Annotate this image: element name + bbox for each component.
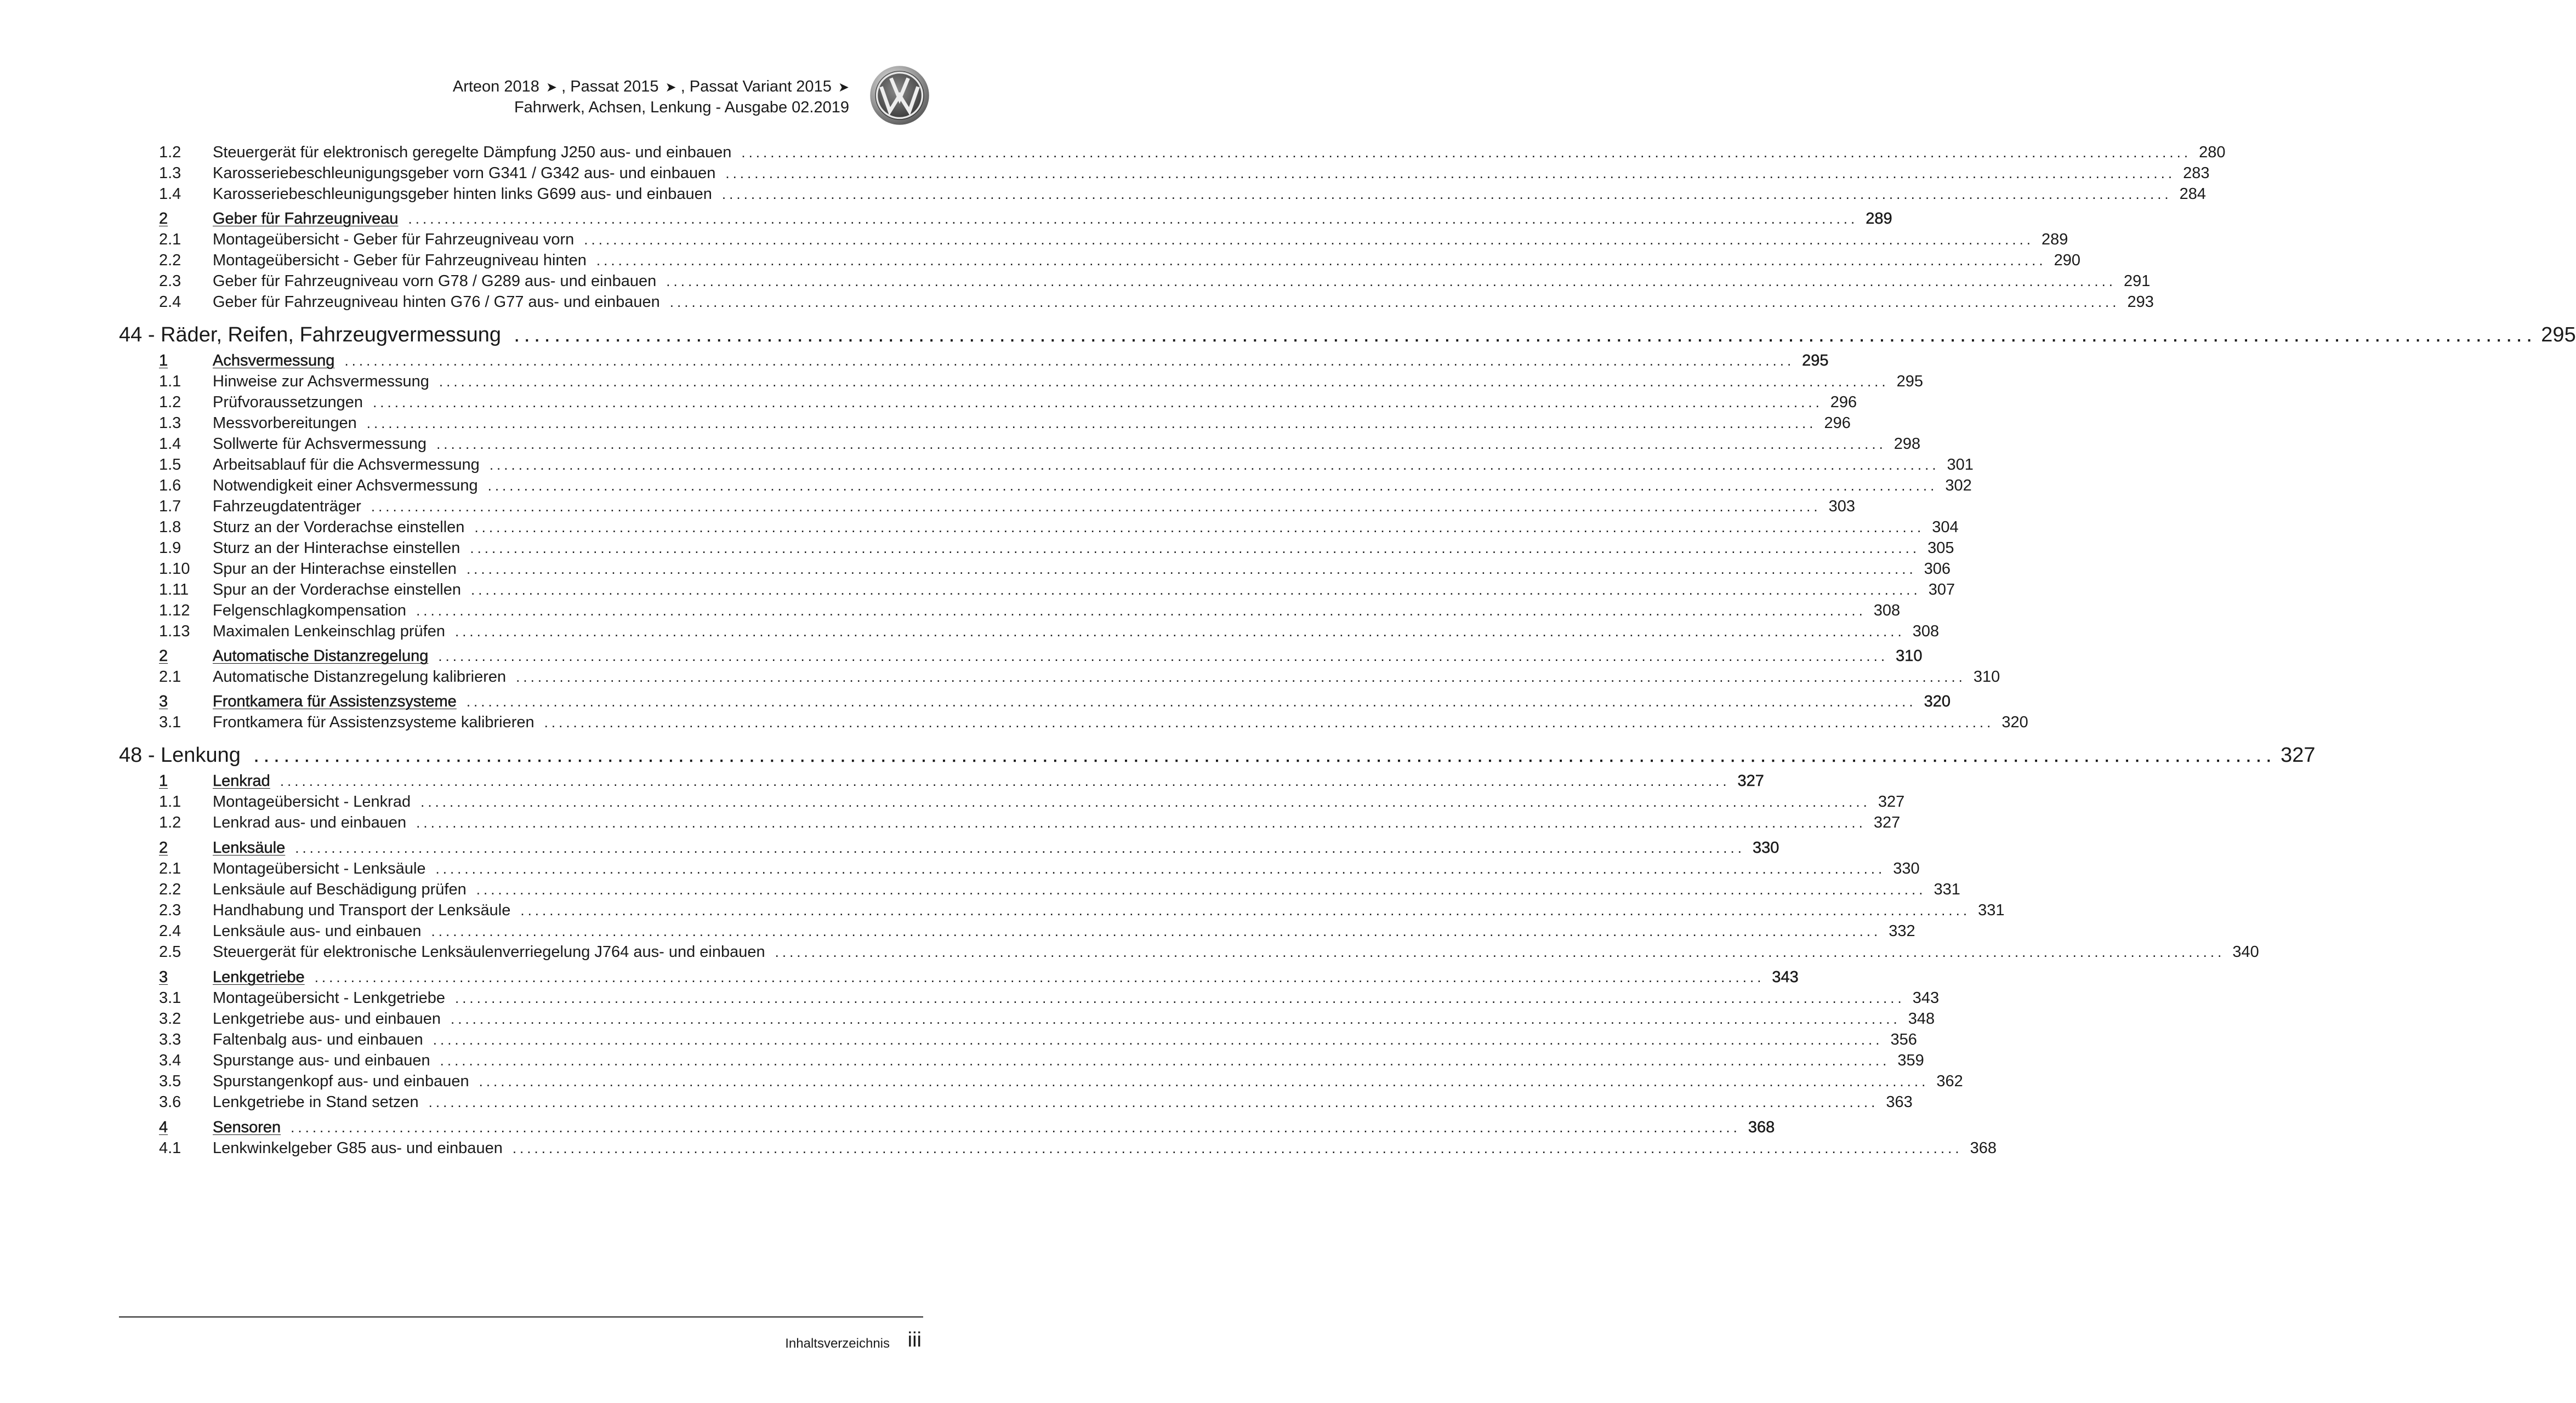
entry-number: 3.1 (159, 714, 181, 731)
entry-number: 1.8 (159, 518, 181, 536)
entry-number: 3.2 (159, 1010, 181, 1028)
entry-page: 332 (1889, 922, 1915, 940)
entry-number: 1.10 (159, 560, 190, 578)
dot-leader: ........................................................................................................................................................................................................ (584, 231, 2034, 248)
toc-entry-row[interactable] (0, 1052, 1924, 1074)
toc-entry-row[interactable] (0, 293, 2154, 315)
entry-page: 298 (1893, 435, 1921, 453)
entry-title: Montageübersicht - Geber für Fahrzeugniveau hinten (213, 252, 587, 269)
dot-leader: ........................................................................................................................................................................................................ (666, 273, 2117, 289)
entry-number: 1.2 (159, 144, 181, 161)
toc-entry-row[interactable] (0, 477, 1972, 499)
entry-page: 303 (1828, 498, 1855, 515)
entry-title: Geber für Fahrzeugniveau hinten G76 / G77 aus- und einbauen (213, 293, 660, 311)
entry-page: 368 (1970, 1139, 1997, 1157)
chapter-heading[interactable] (119, 323, 2576, 347)
entry-number: 1.1 (159, 373, 181, 390)
entry-page: 359 (1897, 1052, 1924, 1069)
entry-title: Sollwerte für Achsvermessung (213, 435, 427, 453)
dot-leader: ........................................................................................................................................................................................................ (431, 923, 1881, 939)
dot-leader: ........................................................................................................................................................................................................ (440, 1052, 1890, 1069)
dot-leader: ........................................................................................................................................................................................................ (471, 581, 1921, 598)
toc-entry-row[interactable] (0, 393, 1857, 415)
model-passat-variant: , Passat Variant 2015 (680, 78, 832, 95)
entry-number: 2 (159, 647, 168, 665)
entry-page: 363 (1886, 1093, 1913, 1111)
entry-title: Maximalen Lenkeinschlag prüfen (213, 623, 445, 640)
entry-number: 1.3 (159, 164, 181, 182)
entry-page: 293 (2127, 293, 2154, 311)
entry-number: 4 (159, 1119, 168, 1136)
dot-leader: ........................................................................................................................................................................................................ (438, 648, 1889, 664)
toc-entry-row[interactable] (0, 498, 1855, 520)
entry-number: 3.1 (159, 989, 181, 1007)
entry-page: 289 (1866, 210, 1892, 227)
toc-entry-row[interactable] (0, 793, 1905, 815)
entry-title: Lenkgetriebe in Stand setzen (213, 1093, 419, 1111)
dot-leader: ........................................................................................................................................................................................................ (416, 602, 1866, 619)
entry-page: 295 (1802, 352, 1829, 369)
entry-number: 4.1 (159, 1139, 181, 1157)
entry-number: 2.4 (159, 293, 181, 311)
entry-title: Arbeitsablauf für die Achsvermessung (213, 456, 480, 474)
dot-leader: ........................................................................................................................................................................................................ (544, 714, 1994, 731)
dot-leader: ........................................................................................................................................................................................................ (344, 352, 1795, 369)
entry-title: Lenkwinkelgeber G85 aus- und einbauen (213, 1139, 503, 1157)
entry-page: 331 (1978, 902, 2005, 919)
entry-number: 3 (159, 968, 168, 986)
entry-number: 2.1 (159, 668, 181, 686)
entry-number: 1.4 (159, 435, 181, 453)
entry-page: 368 (1748, 1119, 1775, 1136)
entry-number: 1.3 (159, 414, 181, 432)
entry-title: Achsvermessung (213, 352, 335, 369)
toc-section-row[interactable] (0, 647, 1923, 669)
dot-leader: ........................................................................................................................................................................................................ (479, 1073, 1929, 1090)
header-line-edition: Fahrwerk, Achsen, Lenkung - Ausgabe 02.2019 (514, 99, 849, 116)
dot-leader: ........................................................................................................................................................................................................ (487, 477, 1938, 494)
toc-entry-row[interactable] (0, 581, 1955, 603)
toc-entry-row[interactable] (0, 881, 1960, 903)
dot-leader: ........................................................................................................................................................................................................ (474, 519, 1925, 535)
entry-page: 295 (1896, 373, 1924, 390)
toc-section-row[interactable] (0, 839, 1779, 861)
dot-leader: ........................................................................................................................................................................................................ (428, 1094, 1879, 1110)
toc-entry-row[interactable] (0, 922, 1915, 944)
dot-leader: ........................................................................................................................................................................................................ (466, 693, 1917, 710)
dot-leader: ........................................................................................................................................................................................................ (366, 415, 1817, 431)
entry-title: Faltenbalg aus- und einbauen (213, 1031, 423, 1048)
toc-section-row[interactable] (0, 352, 1829, 374)
toc-entry-row[interactable] (0, 518, 1959, 540)
model-passat: , Passat 2015 (561, 78, 659, 95)
header-line-models (453, 77, 849, 98)
entry-number: 2.3 (159, 902, 181, 919)
entry-page: 308 (1912, 623, 1940, 640)
toc-entry-row[interactable] (0, 1093, 1913, 1115)
toc-entry-row[interactable] (0, 814, 1901, 836)
entry-title: Lenksäule aus- und einbauen (213, 922, 422, 940)
entry-number: 1.1 (159, 793, 181, 811)
dot-leader: ........................................................................................................................................................................................................ (371, 498, 1821, 515)
entry-number: 2 (159, 210, 168, 227)
toc-section-row[interactable] (0, 693, 1951, 715)
entry-title: Steuergerät für elektronisch geregelte Dämpfung J250 aus- und einbauen (213, 144, 732, 161)
toc-entry-row[interactable] (0, 373, 1924, 395)
entry-number: 1.5 (159, 456, 181, 474)
toc-entry-row[interactable] (0, 943, 2259, 965)
chapter-page: 295 (2541, 323, 2576, 346)
dot-leader: ........................................................................................................................................................................................................ (775, 944, 2225, 960)
entry-page: 280 (2199, 144, 2226, 161)
chapter-page: 327 (2281, 744, 2316, 767)
entry-page: 331 (1934, 881, 1960, 898)
dot-leader: ........................................................................................................................................................................................................ (454, 990, 1905, 1006)
toc-section-row[interactable] (0, 968, 1799, 990)
dot-leader: ........................................................................................................................................................................................................ (516, 669, 1966, 685)
entry-title: Montageübersicht - Lenkgetriebe (213, 989, 445, 1007)
arrow-icon: ➤ (838, 80, 849, 95)
entry-title: Montageübersicht - Geber für Fahrzeugniveau vorn (213, 231, 575, 248)
entry-page: 307 (1928, 581, 1955, 598)
arrow-icon: ➤ (665, 80, 676, 95)
entry-number: 1 (159, 352, 168, 369)
dot-leader: ........................................................................................................................................................................................................ (514, 325, 2537, 346)
entry-title: Messvorbereitungen (213, 414, 357, 432)
entry-number: 3.5 (159, 1073, 181, 1090)
entry-title: Automatische Distanzregelung (213, 647, 429, 665)
toc-entry-row[interactable] (0, 902, 2005, 923)
dot-leader: ........................................................................................................................................................................................................ (466, 561, 1917, 577)
toc-entry-row[interactable] (0, 185, 2207, 207)
entry-page: 327 (1737, 772, 1764, 790)
entry-page: 343 (1912, 989, 1940, 1007)
entry-number: 1.13 (159, 623, 190, 640)
entry-title: Sensoren (213, 1119, 281, 1136)
entry-number: 1.7 (159, 498, 181, 515)
entry-page: 343 (1772, 968, 1799, 986)
dot-leader: ........................................................................................................................................................................................................ (512, 1140, 1963, 1156)
entry-number: 1.11 (159, 581, 189, 598)
entry-number: 3 (159, 693, 168, 710)
dot-leader: ........................................................................................................................................................................................................ (596, 252, 2046, 269)
toc-entry-row[interactable] (0, 539, 1954, 561)
entry-page: 302 (1945, 477, 1972, 494)
entry-page: 327 (1873, 814, 1901, 831)
entry-number: 2.3 (159, 272, 181, 290)
toc-entry-row[interactable] (0, 456, 1974, 478)
document-header (453, 77, 849, 118)
toc-entry-row[interactable] (0, 1031, 1917, 1053)
entry-page: 330 (1752, 839, 1779, 857)
toc-entry-row[interactable] (0, 272, 2151, 294)
entry-number: 2.1 (159, 860, 181, 877)
entry-page: 356 (1890, 1031, 1917, 1048)
dot-leader: ........................................................................................................................................................................................................ (454, 623, 1905, 640)
entry-title: Lenksäule auf Beschädigung prüfen (213, 881, 467, 898)
entry-page: 291 (2124, 272, 2151, 290)
entry-number: 3.4 (159, 1052, 181, 1069)
toc-entry-row[interactable] (0, 1073, 1963, 1094)
entry-title: Lenksäule (213, 839, 286, 857)
entry-title: Karosseriebeschleunigungsgeber hinten links G699 aus- und einbauen (213, 185, 712, 203)
dot-leader: ........................................................................................................................................................................................................ (439, 373, 1889, 390)
entry-page: 308 (1873, 602, 1901, 619)
dot-leader: ........................................................................................................................................................................................................ (476, 881, 1926, 898)
dot-leader: ........................................................................................................................................................................................................ (725, 165, 2176, 181)
dot-leader: ........................................................................................................................................................................................................ (295, 840, 1745, 856)
dot-leader: ........................................................................................................................................................................................................ (436, 436, 1886, 452)
dot-leader: ........................................................................................................................................................................................................ (314, 969, 1765, 985)
entry-page: 320 (2001, 714, 2028, 731)
entry-number: 1.2 (159, 393, 181, 411)
dot-leader: ........................................................................................................................................................................................................ (451, 1011, 1901, 1027)
entry-page: 304 (1932, 518, 1959, 536)
entry-page: 340 (2232, 943, 2259, 961)
entry-page: 348 (1908, 1010, 1935, 1028)
entry-title: Frontkamera für Assistenzsysteme kalibrieren (213, 714, 534, 731)
entry-title: Steuergerät für elektronische Lenksäulenverriegelung J764 aus- und einbauen (213, 943, 765, 961)
dot-leader: ........................................................................................................................................................................................................ (280, 773, 1730, 789)
entry-title: Karosseriebeschleunigungsgeber vorn G341 / G342 aus- und einbauen (213, 164, 716, 182)
toc-entry-row[interactable] (0, 1139, 1997, 1161)
entry-page: 284 (2179, 185, 2207, 203)
entry-number: 2 (159, 839, 168, 857)
entry-title: Lenkrad aus- und einbauen (213, 814, 407, 831)
toc-entry-row[interactable] (0, 714, 2028, 735)
entry-title: Montageübersicht - Lenkrad (213, 793, 411, 811)
dot-leader: ........................................................................................................................................................................................................ (520, 902, 1971, 919)
dot-leader: ........................................................................................................................................................................................................ (291, 1119, 1741, 1136)
entry-title: Handhabung und Transport der Lenksäule (213, 902, 511, 919)
toc-entry-row[interactable] (0, 144, 2226, 166)
entry-number: 2.2 (159, 252, 181, 269)
entry-number: 3.3 (159, 1031, 181, 1048)
toc-entry-row[interactable] (0, 560, 1951, 582)
entry-title: Spur an der Vorderachse einstellen (213, 581, 462, 598)
entry-page: 283 (2183, 164, 2210, 182)
entry-page: 296 (1824, 414, 1851, 432)
toc-entry-row[interactable] (0, 602, 1901, 624)
toc-section-row[interactable] (0, 772, 1764, 794)
toc-entry-row[interactable] (0, 623, 1940, 645)
entry-page: 289 (2042, 231, 2068, 248)
toc-entry-row[interactable] (0, 860, 1920, 882)
toc-section-row[interactable] (0, 1119, 1775, 1140)
entry-title: Spurstangenkopf aus- und einbauen (213, 1073, 469, 1090)
entry-title: Montageübersicht - Lenksäule (213, 860, 426, 877)
footer-divider (119, 1316, 923, 1318)
dot-leader: ........................................................................................................................................................................................................ (741, 144, 2192, 161)
entry-title: Frontkamera für Assistenzsysteme (213, 693, 457, 710)
entry-page: 305 (1927, 539, 1954, 557)
dot-leader: ........................................................................................................................................................................................................ (433, 1031, 1883, 1048)
entry-page: 320 (1924, 693, 1951, 710)
entry-number: 1.9 (159, 539, 181, 557)
entry-number: 1.2 (159, 814, 181, 831)
entry-title: Lenkgetriebe (213, 968, 305, 986)
model-arteon: Arteon 2018 (452, 78, 539, 95)
dot-leader: ........................................................................................................................................................................................................ (416, 814, 1866, 831)
entry-page: 362 (1936, 1073, 1963, 1090)
entry-title: Automatische Distanzregelung kalibrieren (213, 668, 507, 686)
arrow-icon: ➤ (545, 80, 558, 95)
entry-title: Lenkgetriebe aus- und einbauen (213, 1010, 441, 1028)
entry-title: Hinweise zur Achsvermessung (213, 373, 429, 390)
toc-entry-row[interactable] (0, 435, 1921, 457)
dot-leader: ........................................................................................................................................................................................................ (489, 457, 1940, 473)
dot-leader: ........................................................................................................................................................................................................ (253, 745, 2277, 766)
entry-title: Sturz an der Vorderachse einstellen (213, 518, 465, 536)
entry-number: 1.4 (159, 185, 181, 203)
entry-page: 301 (1947, 456, 1974, 474)
toc-section-row[interactable] (0, 210, 1892, 232)
toc-entry-row[interactable] (0, 164, 2210, 186)
entry-title: Geber für Fahrzeugniveau vorn G78 / G289 aus- und einbauen (213, 272, 657, 290)
chapter-title: 48 - Lenkung (119, 744, 241, 767)
toc-entry-row[interactable] (0, 668, 2000, 690)
toc-entry-row[interactable] (0, 414, 1851, 436)
dot-leader: ........................................................................................................................................................................................................ (470, 540, 1920, 556)
entry-page: 296 (1830, 393, 1857, 411)
entry-title: Spurstange aus- und einbauen (213, 1052, 430, 1069)
footer-section-label: Inhaltsverzeichnis (785, 1336, 890, 1351)
toc-entry-row[interactable] (0, 989, 1940, 1011)
entry-number: 1 (159, 772, 168, 790)
dot-leader: ........................................................................................................................................................................................................ (435, 860, 1886, 877)
vw-logo-icon (869, 65, 930, 126)
entry-page: 327 (1878, 793, 1905, 811)
entry-title: Notwendigkeit einer Achsvermessung (213, 477, 478, 494)
entry-number: 2.5 (159, 943, 181, 961)
entry-number: 2.2 (159, 881, 181, 898)
entry-title: Geber für Fahrzeugniveau (213, 210, 399, 227)
footer-page-number: iii (907, 1328, 922, 1351)
entry-number: 2.4 (159, 922, 181, 940)
dot-leader: ........................................................................................................................................................................................................ (669, 294, 2120, 310)
dot-leader: ........................................................................................................................................................................................................ (373, 394, 1823, 410)
dot-leader: ........................................................................................................................................................................................................ (420, 794, 1870, 810)
toc-entry-row[interactable] (0, 252, 2081, 273)
chapter-title: 44 - Räder, Reifen, Fahrzeugvermessung (119, 323, 502, 346)
toc-entry-row[interactable] (0, 1010, 1935, 1032)
entry-page: 290 (2054, 252, 2081, 269)
entry-title: Prüfvoraussetzungen (213, 393, 363, 411)
entry-title: Fahrzeugdatenträger (213, 498, 361, 515)
dot-leader: ........................................................................................................................................................................................................ (721, 186, 2172, 202)
entry-number: 1.6 (159, 477, 181, 494)
entry-title: Felgenschlagkompensation (213, 602, 407, 619)
entry-page: 310 (1973, 668, 2000, 686)
entry-title: Spur an der Hinterachse einstellen (213, 560, 457, 578)
entry-page: 306 (1924, 560, 1951, 578)
entry-page: 330 (1893, 860, 1920, 877)
entry-number: 1.12 (159, 602, 190, 619)
entry-number: 2.1 (159, 231, 181, 248)
entry-page: 310 (1896, 647, 1923, 665)
dot-leader: ........................................................................................................................................................................................................ (408, 210, 1858, 227)
toc-entry-row[interactable] (0, 231, 2068, 253)
entry-title: Lenkrad (213, 772, 270, 790)
entry-number: 3.6 (159, 1093, 181, 1111)
chapter-heading[interactable] (119, 744, 2316, 767)
entry-title: Sturz an der Hinterachse einstellen (213, 539, 460, 557)
